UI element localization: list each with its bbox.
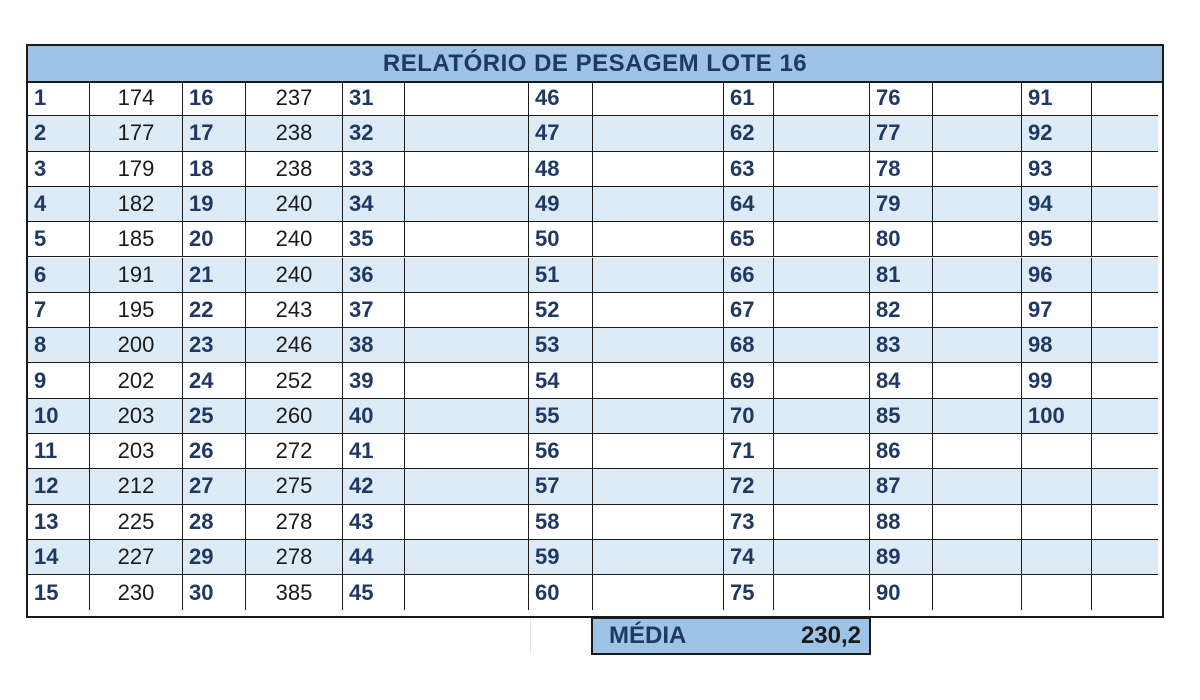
entry-index: 11 (28, 434, 90, 469)
entry-index: 13 (28, 505, 90, 540)
entry-weight: 252 (246, 363, 343, 398)
entry-weight (1092, 152, 1158, 187)
entry-index: 3 (28, 152, 90, 187)
entry-index: 82 (870, 293, 933, 328)
entry-weight (1092, 328, 1158, 363)
entry-index: 22 (183, 293, 246, 328)
entry-index: 98 (1022, 328, 1092, 363)
entry-index (1022, 469, 1092, 504)
entry-index: 67 (724, 293, 774, 328)
entry-weight (405, 152, 529, 187)
entry-index (1022, 505, 1092, 540)
entry-weight (1092, 575, 1158, 610)
entry-index: 5 (28, 222, 90, 257)
entry-weight (933, 328, 1022, 363)
entry-index: 48 (529, 152, 593, 187)
entry-index: 84 (870, 363, 933, 398)
entry-weight: 237 (246, 81, 343, 116)
entry-index: 77 (870, 116, 933, 151)
entry-weight (774, 293, 870, 328)
entry-index: 75 (724, 575, 774, 610)
entry-weight (1092, 469, 1158, 504)
entry-index: 89 (870, 540, 933, 575)
entry-index: 63 (724, 152, 774, 187)
entry-index: 81 (870, 258, 933, 293)
entry-index: 46 (529, 81, 593, 116)
entry-index: 29 (183, 540, 246, 575)
entry-index: 58 (529, 505, 593, 540)
entry-weight (405, 540, 529, 575)
entry-weight: 195 (90, 293, 183, 328)
entry-weight (593, 222, 724, 257)
entry-weight: 238 (246, 116, 343, 151)
average-label: MÉDIA (609, 622, 687, 649)
entry-weight: 278 (246, 505, 343, 540)
entry-index: 15 (28, 575, 90, 610)
report-title: RELATÓRIO DE PESAGEM LOTE 16 (28, 46, 1162, 83)
entry-index: 6 (28, 258, 90, 293)
entry-weight (933, 152, 1022, 187)
entry-weight (933, 116, 1022, 151)
entry-weight (1092, 222, 1158, 257)
entry-weight: 202 (90, 363, 183, 398)
entry-index: 26 (183, 434, 246, 469)
entry-weight (405, 399, 529, 434)
entry-weight (405, 575, 529, 610)
entry-index: 32 (343, 116, 405, 151)
entry-index: 18 (183, 152, 246, 187)
entry-index: 55 (529, 399, 593, 434)
entry-index: 20 (183, 222, 246, 257)
entry-index: 60 (529, 575, 593, 610)
entry-index: 99 (1022, 363, 1092, 398)
entry-weight (405, 293, 529, 328)
entry-index: 93 (1022, 152, 1092, 187)
entry-index: 56 (529, 434, 593, 469)
entry-index: 100 (1022, 399, 1092, 434)
entry-index: 44 (343, 540, 405, 575)
entry-weight: 246 (246, 328, 343, 363)
entry-weight (933, 258, 1022, 293)
entry-index: 21 (183, 258, 246, 293)
entry-weight: 240 (246, 187, 343, 222)
entry-weight: 200 (90, 328, 183, 363)
entry-index: 64 (724, 187, 774, 222)
entry-index: 53 (529, 328, 593, 363)
entry-index: 86 (870, 434, 933, 469)
entry-weight (405, 469, 529, 504)
entry-index: 94 (1022, 187, 1092, 222)
entry-index: 95 (1022, 222, 1092, 257)
entry-index: 40 (343, 399, 405, 434)
entry-weight (774, 505, 870, 540)
weighing-report-sheet (26, 44, 1164, 618)
entry-weight (593, 293, 724, 328)
entry-weight (933, 540, 1022, 575)
average-box (591, 617, 871, 655)
entry-index (1022, 575, 1092, 610)
entry-index: 50 (529, 222, 593, 257)
entry-index: 42 (343, 469, 405, 504)
entry-weight (933, 575, 1022, 610)
entry-index: 57 (529, 469, 593, 504)
entry-weight (933, 399, 1022, 434)
entry-weight (405, 222, 529, 257)
entry-weight: 260 (246, 399, 343, 434)
entry-index: 78 (870, 152, 933, 187)
entry-weight: 385 (246, 575, 343, 610)
entry-index: 52 (529, 293, 593, 328)
entry-index: 65 (724, 222, 774, 257)
entry-index: 66 (724, 258, 774, 293)
entry-weight (1092, 81, 1158, 116)
entry-weight (774, 399, 870, 434)
entry-weight (933, 187, 1022, 222)
entry-weight: 177 (90, 116, 183, 151)
divider (530, 618, 531, 654)
entry-index: 80 (870, 222, 933, 257)
entry-index: 68 (724, 328, 774, 363)
entry-index: 14 (28, 540, 90, 575)
entry-weight (405, 187, 529, 222)
entry-weight (405, 258, 529, 293)
entry-weight (774, 222, 870, 257)
entry-index: 69 (724, 363, 774, 398)
entry-weight (405, 434, 529, 469)
entry-index: 43 (343, 505, 405, 540)
entry-index: 2 (28, 116, 90, 151)
entry-index: 27 (183, 469, 246, 504)
entry-index: 88 (870, 505, 933, 540)
average-value: 230,2 (800, 622, 861, 649)
entry-index (1022, 434, 1092, 469)
entry-weight (1092, 399, 1158, 434)
entry-index: 62 (724, 116, 774, 151)
entry-index: 49 (529, 187, 593, 222)
entry-weight: 191 (90, 258, 183, 293)
entry-index: 12 (28, 469, 90, 504)
entry-weight (1092, 293, 1158, 328)
entry-weight: 240 (246, 222, 343, 257)
entry-weight (774, 116, 870, 151)
entry-index: 38 (343, 328, 405, 363)
entry-weight: 278 (246, 540, 343, 575)
entry-weight (1092, 434, 1158, 469)
entry-index: 70 (724, 399, 774, 434)
entry-weight (933, 469, 1022, 504)
entry-index: 85 (870, 399, 933, 434)
entry-weight (405, 505, 529, 540)
entry-weight (1092, 187, 1158, 222)
entry-index: 96 (1022, 258, 1092, 293)
entry-weight: 174 (90, 81, 183, 116)
entry-index: 97 (1022, 293, 1092, 328)
entry-index: 9 (28, 363, 90, 398)
entry-index: 72 (724, 469, 774, 504)
entry-weight (593, 575, 724, 610)
entry-index: 76 (870, 81, 933, 116)
entry-weight (933, 505, 1022, 540)
entry-weight (593, 540, 724, 575)
entry-index: 74 (724, 540, 774, 575)
entry-index: 1 (28, 81, 90, 116)
entry-weight (1092, 363, 1158, 398)
entry-index: 36 (343, 258, 405, 293)
entry-index: 4 (28, 187, 90, 222)
entry-index: 23 (183, 328, 246, 363)
entry-weight (593, 399, 724, 434)
entry-weight: 182 (90, 187, 183, 222)
entry-weight (774, 469, 870, 504)
entry-index: 45 (343, 575, 405, 610)
entry-weight (405, 363, 529, 398)
entry-weight (933, 434, 1022, 469)
entry-index: 54 (529, 363, 593, 398)
entry-weight (593, 505, 724, 540)
entry-weight (1092, 505, 1158, 540)
entry-weight: 230 (90, 575, 183, 610)
entry-index: 31 (343, 81, 405, 116)
entry-index: 30 (183, 575, 246, 610)
entry-weight (593, 187, 724, 222)
entry-weight (933, 222, 1022, 257)
entry-index: 10 (28, 399, 90, 434)
entry-index: 25 (183, 399, 246, 434)
entry-index: 59 (529, 540, 593, 575)
entry-weight (1092, 540, 1158, 575)
entry-weight (774, 328, 870, 363)
entry-weight: 179 (90, 152, 183, 187)
entry-weight (774, 540, 870, 575)
entry-weight (774, 575, 870, 610)
entry-weight (593, 116, 724, 151)
entry-weight (405, 328, 529, 363)
entry-weight: 240 (246, 258, 343, 293)
entry-index: 28 (183, 505, 246, 540)
entry-weight (405, 81, 529, 116)
entry-weight: 227 (90, 540, 183, 575)
entry-index: 24 (183, 363, 246, 398)
entry-weight (933, 293, 1022, 328)
entry-weight (774, 81, 870, 116)
entry-index: 41 (343, 434, 405, 469)
entry-weight (774, 363, 870, 398)
entry-weight: 225 (90, 505, 183, 540)
entry-weight (933, 363, 1022, 398)
entry-weight (933, 81, 1022, 116)
entry-index: 91 (1022, 81, 1092, 116)
entry-weight: 203 (90, 399, 183, 434)
entry-index: 8 (28, 328, 90, 363)
entry-index: 51 (529, 258, 593, 293)
entry-index: 17 (183, 116, 246, 151)
entry-index: 39 (343, 363, 405, 398)
entry-weight: 238 (246, 152, 343, 187)
entry-weight (593, 152, 724, 187)
entry-index: 71 (724, 434, 774, 469)
entry-index: 90 (870, 575, 933, 610)
entry-weight (593, 363, 724, 398)
entry-weight (405, 116, 529, 151)
entry-index: 83 (870, 328, 933, 363)
entry-index: 87 (870, 469, 933, 504)
entry-index: 34 (343, 187, 405, 222)
entry-weight (774, 434, 870, 469)
entry-index: 47 (529, 116, 593, 151)
entry-weight (1092, 116, 1158, 151)
entry-index: 33 (343, 152, 405, 187)
entry-index: 61 (724, 81, 774, 116)
entry-index: 16 (183, 81, 246, 116)
entry-weight (593, 469, 724, 504)
entry-weight (1092, 258, 1158, 293)
entry-index: 7 (28, 293, 90, 328)
entry-weight: 272 (246, 434, 343, 469)
entry-weight (593, 434, 724, 469)
entry-index (1022, 540, 1092, 575)
entry-weight (593, 258, 724, 293)
entry-weight: 212 (90, 469, 183, 504)
entry-weight (593, 328, 724, 363)
entry-weight: 185 (90, 222, 183, 257)
entry-weight: 203 (90, 434, 183, 469)
entry-weight (774, 187, 870, 222)
entry-index: 37 (343, 293, 405, 328)
entry-weight: 275 (246, 469, 343, 504)
entry-index: 79 (870, 187, 933, 222)
entry-index: 92 (1022, 116, 1092, 151)
entry-index: 73 (724, 505, 774, 540)
entry-weight (774, 152, 870, 187)
entry-weight (593, 81, 724, 116)
entry-index: 35 (343, 222, 405, 257)
entry-weight (774, 258, 870, 293)
entry-index: 19 (183, 187, 246, 222)
entry-weight: 243 (246, 293, 343, 328)
